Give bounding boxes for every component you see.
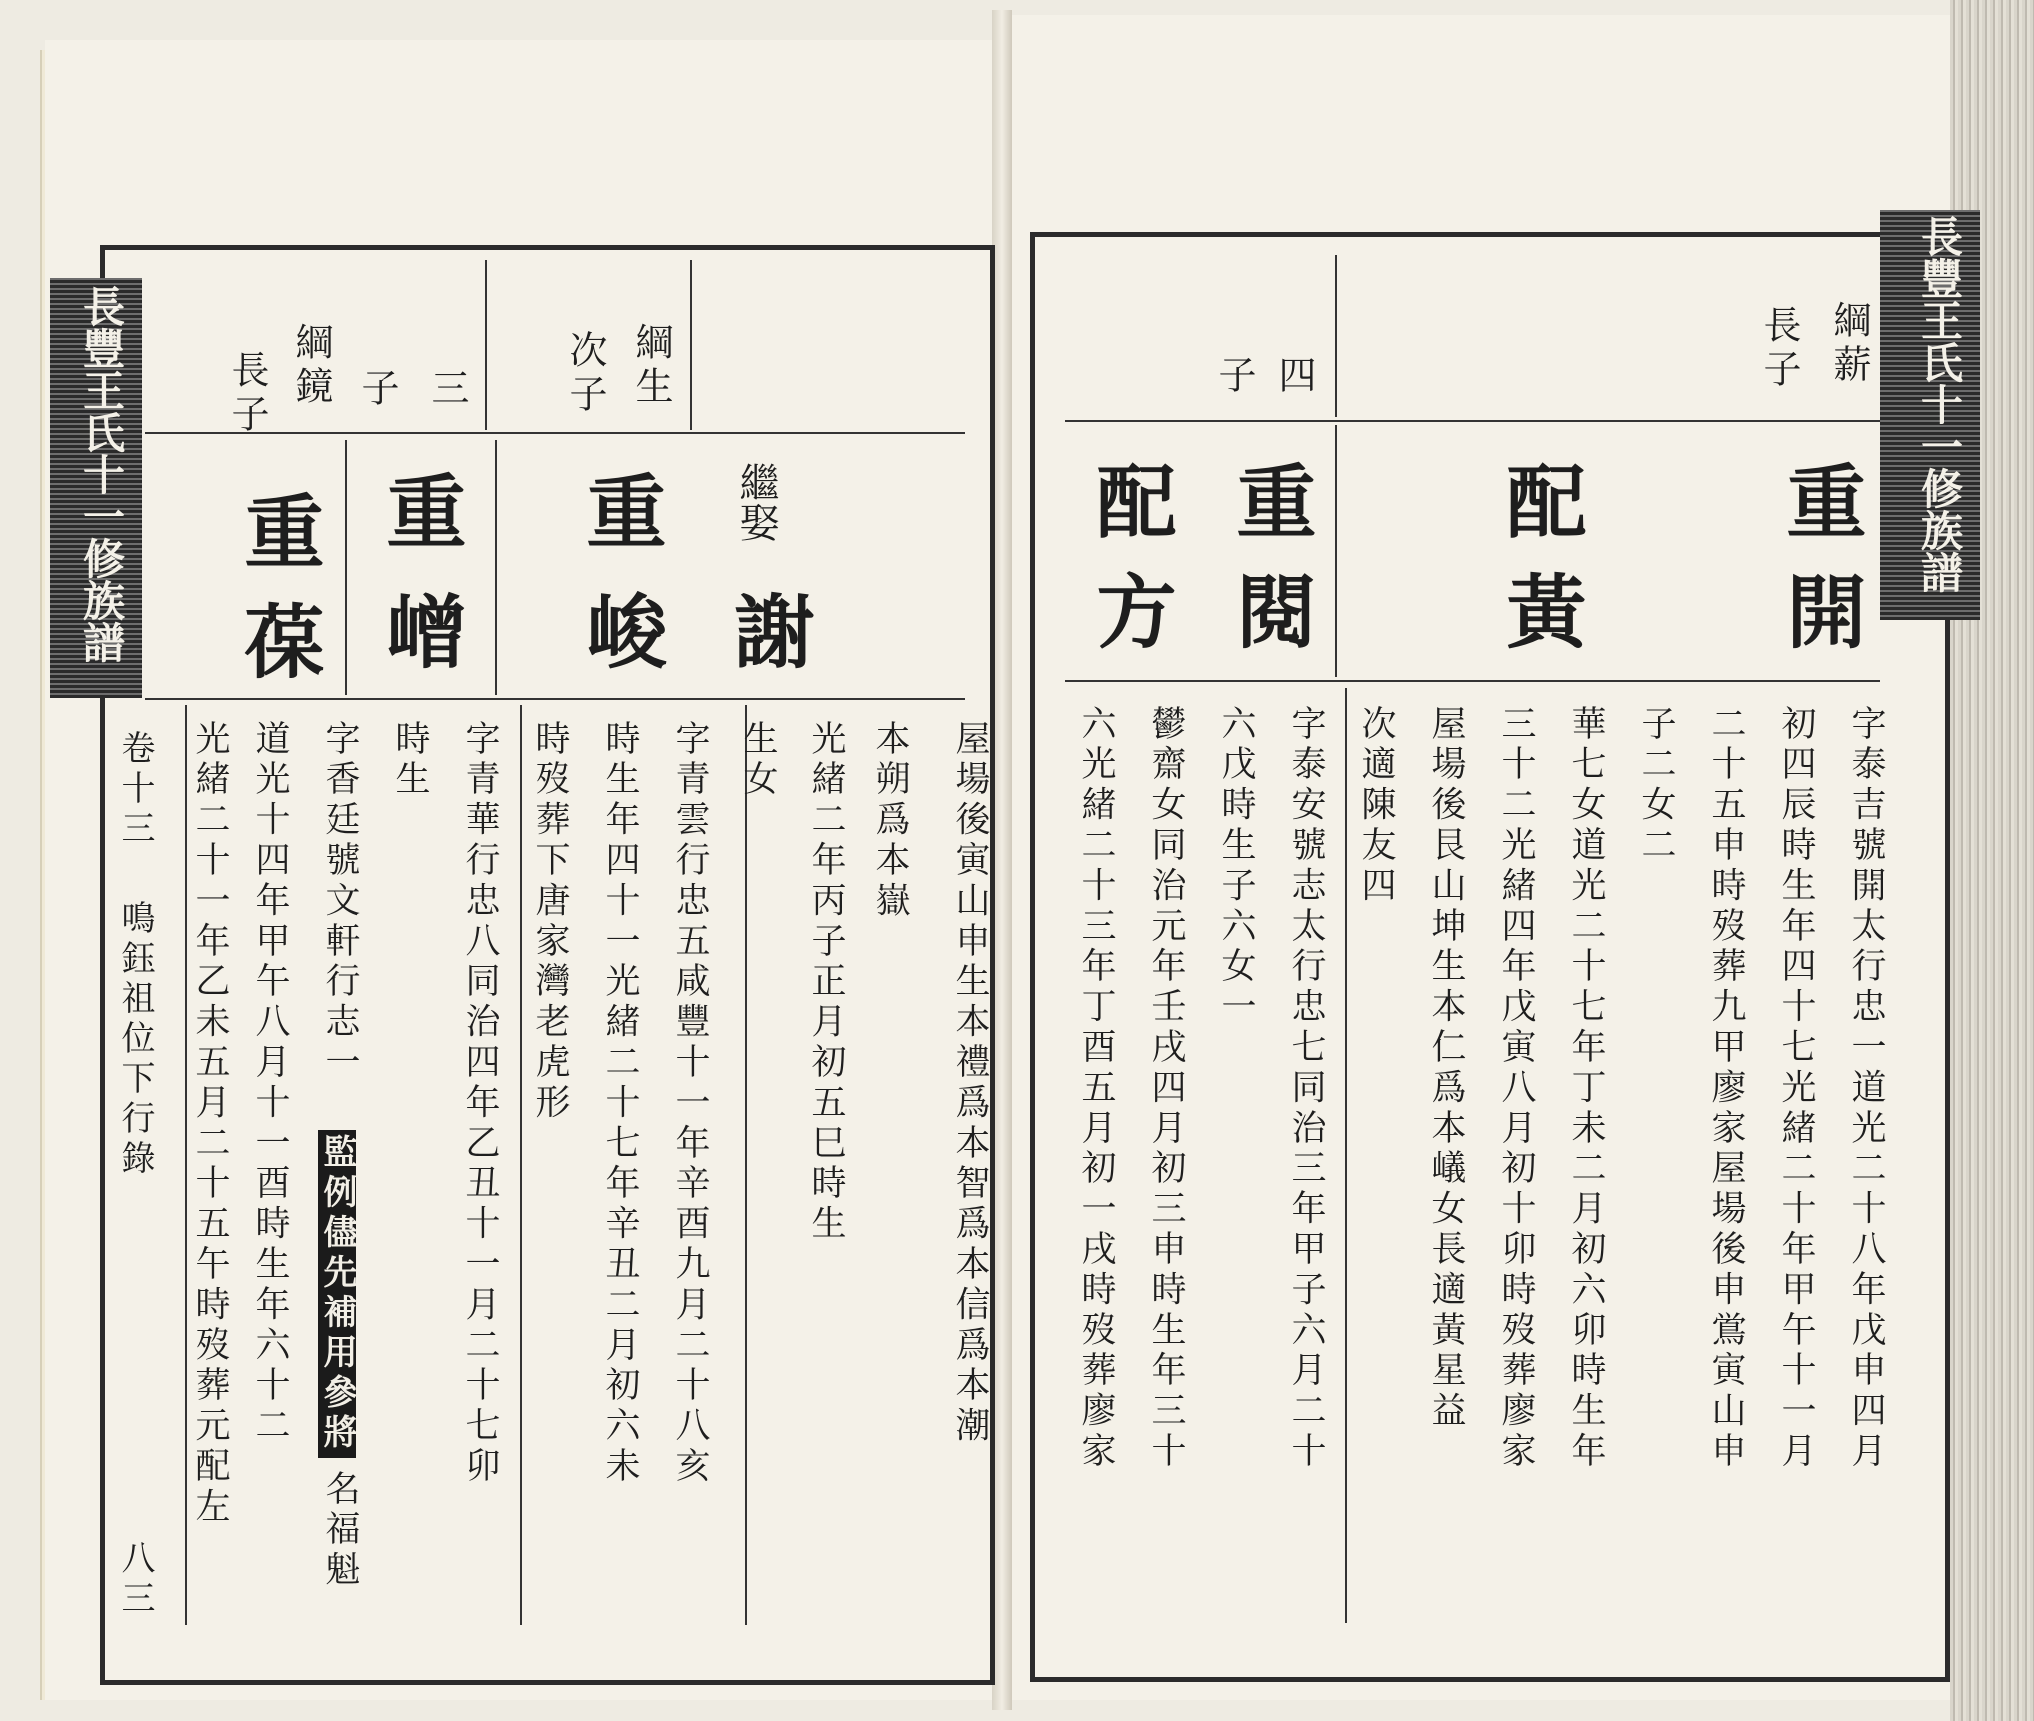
left-header-sep-2 [690, 260, 692, 430]
chongjun-char1: 重 [573, 470, 667, 580]
peihuang-char1: 配 [1493, 460, 1587, 570]
rank-stamp: 監例儘先補用參將 [318, 1130, 356, 1458]
right-names-divider [1065, 680, 1880, 682]
chongyue-char1: 重 [1223, 460, 1317, 570]
chongkai-char2: 開 [1773, 570, 1867, 680]
left-names-sep-2 [495, 440, 497, 695]
yuanfang-char1: 配 [1083, 460, 1177, 570]
gen-four-num: 四 [1272, 355, 1316, 393]
right-body-col-9: 字泰安號志太行忠七同治三年甲子六月二十 [1286, 705, 1326, 1473]
left-body-col-2: 光緒二年丙子正月初五巳時生 [806, 720, 846, 1246]
gen-name-gangjing: 綱鏡 [289, 322, 333, 410]
gen-rank-gangxin: 長子 [1757, 305, 1801, 393]
right-header-divider [1065, 420, 1880, 422]
left-body-col-3: 本朔爲本嶽 [870, 720, 910, 922]
right-body-sep [1345, 688, 1347, 1623]
left-header-sep-1 [485, 260, 487, 430]
peihuang-char2: 黃 [1493, 570, 1587, 680]
left-body-col-11: 名福魁 [320, 1470, 360, 1592]
footer-section: 鳴鈺祖位下行錄 [115, 900, 155, 1180]
right-body-col-3: 二十五申時歿葬九甲廖家屋場後申鴬寅山申 [1706, 705, 1746, 1473]
chongzeng-char1: 重 [373, 470, 467, 580]
right-body-col-11: 鬰齋女同治元年壬戌四月初三申時生年三十 [1146, 705, 1186, 1473]
left-body-col-7: 時歿葬下唐家灣老虎形 [530, 720, 570, 1124]
chongzeng-char2: 嶒 [373, 590, 467, 700]
gen-name-gangsheng: 綱生 [629, 322, 673, 410]
right-header-sep [1335, 255, 1337, 417]
right-body-col-4: 子二女二 [1636, 705, 1676, 867]
right-body-col-8: 次適陳友四 [1356, 705, 1396, 907]
left-body-col-4: 生女 [738, 720, 778, 801]
book-spine [992, 10, 1012, 1710]
left-body-col-8: 字青華行忠八同治四年乙丑十一月二十七卯 [460, 720, 500, 1488]
right-body-col-6: 三十二光緒四年戊寅八月初十卯時歿葬廖家 [1496, 705, 1536, 1473]
left-body-sep-1 [745, 705, 747, 1625]
right-side-title: 長豐王氏十一修族譜 [1915, 215, 1964, 593]
chongxie-surname: 謝 [721, 590, 815, 700]
chongbao-char2: 葆 [231, 600, 325, 710]
chongkai-char1: 重 [1773, 460, 1867, 570]
left-body-col-10: 字香廷號文軒行志一 [320, 720, 360, 1084]
gen-three-rank: 子 [355, 368, 399, 406]
right-body-col-12: 六光緒二十三年丁酉五月初一戌時歿葬廖家 [1076, 705, 1116, 1473]
gen-four-rank: 子 [1212, 355, 1256, 393]
left-footer-sep [185, 705, 187, 1625]
left-body-col-1: 屋場後寅山申生本禮爲本智爲本信爲本潮 [950, 720, 990, 1448]
gen-rank-gangjing: 長子 [225, 350, 269, 438]
gen-three-num: 三 [425, 368, 469, 406]
gen-rank-gangsheng: 次子 [563, 330, 607, 418]
right-body-col-1: 字泰吉號開太行忠一道光二十八年戊申四月 [1846, 705, 1886, 1473]
left-body-col-9: 時生 [390, 720, 430, 801]
right-names-sep [1335, 425, 1337, 677]
right-body-col-7: 屋場後艮山坤生本仁爲本嶬女長適黃星益 [1426, 705, 1466, 1433]
yuanfang-char2: 方 [1083, 570, 1177, 680]
chongxie-note: 繼娶 [733, 462, 779, 542]
chongyue-char2: 閱 [1223, 570, 1317, 680]
left-body-col-5: 字青雲行忠五咸豐十一年辛酉九月二十八亥 [670, 720, 710, 1488]
left-names-sep-1 [345, 440, 347, 695]
left-body-col-6: 時生年四十一光緒二十七年辛丑二月初六未 [600, 720, 640, 1488]
right-body-col-10: 六戊時生子六女一 [1216, 705, 1256, 1029]
right-body-col-5: 華七女道光二十七年丁未二月初六卯時生年 [1566, 705, 1606, 1473]
left-body-col-12: 道光十四年甲午八月十一酉時生年六十二 [250, 720, 290, 1448]
gen-name-gangxin: 綱薪 [1827, 300, 1871, 388]
left-side-title: 長豐王氏十一修族譜 [77, 285, 126, 663]
chongbao-char1: 重 [231, 490, 325, 600]
left-body-col-13: 光緒二十一年乙未五月二十五午時歿葬元配左 [190, 720, 230, 1528]
footer-page: 八三 [115, 1540, 155, 1620]
footer-volume: 卷十三 [115, 730, 155, 850]
right-body-col-2: 初四辰時生年四十七光緒二十年甲午十一月 [1776, 705, 1816, 1473]
chongjun-char2: 峻 [573, 590, 667, 700]
left-body-sep-2 [520, 705, 522, 1625]
